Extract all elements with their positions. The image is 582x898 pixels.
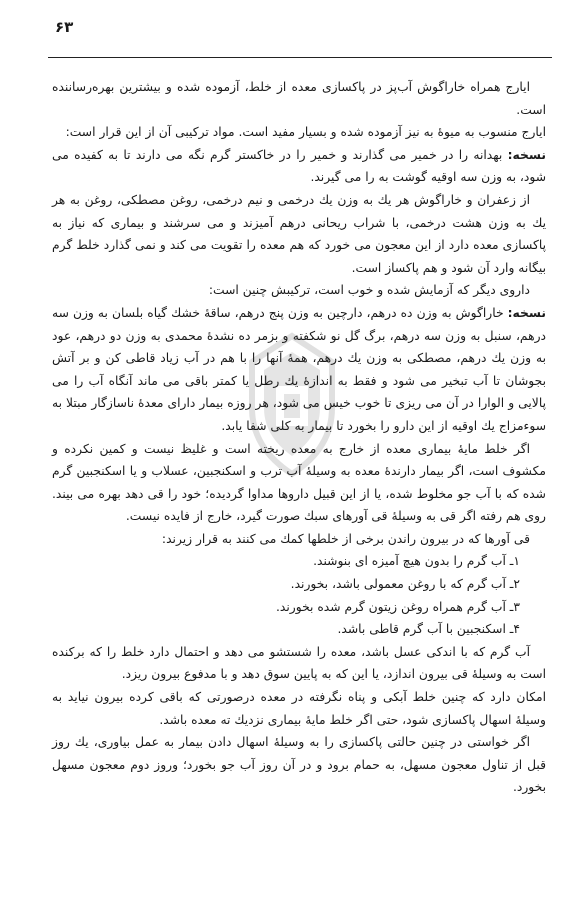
list-item: ۴ـ اسکنجبین با آب گرم قاطی باشد. (337, 622, 520, 637)
recipe-label: نسخه: (507, 147, 546, 162)
paragraph: اگر خلط مایهٔ بیماری معده از خارج به معده ریخته است و غلیظ نیست و کمین نکرده و مکشوف است، اگر بیمار دارندهٔ معده به وسیلهٔ آب ترب و اسکنجبین، عسلاب و یا اسکنجبین گرم شده که با آب جو مخلوط شده، یا از این قبیل داروها مداوا گردیده؛ خود را قی دهد بهره می بیند. روی هم رفته اگر قی به وسیلهٔ قی آورهای سبك صورت گیرد، خارج از فایده نیست. (52, 441, 546, 524)
paragraph: ایارج همراه خاراگوش آب‌پز در پاکسازی معده از خلط، آزموده شده و بیشترین بهره‌رساننده است. (52, 80, 546, 117)
header-rule (48, 57, 552, 58)
page-number: ۶۳ (55, 18, 74, 36)
paragraph: امکان دارد که چنین خلط آبکی و پناه نگرفته در معده درصورتی که باقی کرده بیرون نیاید به وسیلهٔ اسهال پاکسازی شود، حتی اگر خلط مایهٔ بیماری نزدیك ته معده باشد. (52, 690, 546, 727)
paragraph: داروی دیگر که آزمایش شده و خوب است، ترکیبش چنین است: (208, 283, 530, 298)
paragraph: ایارج منسوب به میوهٔ به نیز آزموده شده و بسیار مفید است. مواد ترکیبی آن از این قرار است: (65, 125, 546, 140)
list-item: ۱ـ آب گرم را بدون هیچ آمیزه ای بنوشند. (313, 554, 520, 569)
recipe-label: نسخه: (507, 305, 546, 320)
paragraph: اگر خواستی در چنین حالتی پاکسازی را به وسیلهٔ اسهال دادن بیمار به عمل بیاوری، یك روز قبل از تناول معجون مسهل، به حمام برود و در آن روز آب جو بخورد؛ وروز دوم معجون مسهل بخورد. (52, 735, 546, 795)
paragraph: قی آورها که در بیرون راندن برخی از خلطها کمك می کنند به قرار زیرند: (161, 531, 530, 546)
list-item: ۳ـ آب گرم همراه روغن زیتون گرم شده بخورند. (276, 599, 520, 614)
page-body (52, 76, 546, 799)
paragraph-text: خاراگوش به وزن ده درهم، دارچین به وزن پنج درهم، ساقهٔ خشك گیاه بلسان به وزن سه درهم، سنبل به وزن سه درهم، برگ گل نو شکفته و بزمر ده نشدهٔ محمدی به وزن دو درهم، عود به وزن یك درهم، مصطکی به وزن یك درهم، همهٔ آنها را با هم در آب زیاد قاطی کن و بر آتش بجوشان تا آب تبخیر می شود و فقط به اندازهٔ یك رطل یا کمتر باقی می ماند آنگاه آب را می پالایی و الوارا در آن می ریزی تا خوب خیس می شود، هر روزه بیمار دارای معدهٔ ناسازگار مبتلا به سوءمزاج یك اوقیه از این دارو را بخورد تا بیمار به کلی شفا یابد. (52, 305, 546, 433)
paragraph-text: بهدانه را در خمیر می گذارند و خمیر را در خاکستر گرم نگه می دارند تا به کفیده می شود، به وزن سه اوقیه گوشت به را می گیرند. (52, 147, 546, 185)
list-item: ۲ـ آب گرم که با روغن معمولی باشد، بخورند. (290, 577, 520, 592)
paragraph (52, 302, 546, 438)
paragraph (52, 144, 546, 189)
paragraph: آب گرم که با اندکی عسل باشد، معده را شستشو می دهد و احتمال دارد خلط را که برکنده است به وسیلهٔ قی بیرون اندازد، یا این که به پایین سوق دهد و با مدفوع بیرون ریزد. (52, 644, 546, 682)
paragraph: از زعفران و خاراگوش هر یك به وزن یك درخمی و نیم درخمی، روغن مصطکی، روغن به هر یك به وزن هشت درخمی، با شراب ریحانی درهم آمیزند و می سرشند و بیماری که نیاز به پاکسازی معده دارد از این معجون می خورد که هم معده را تقویت می کند و نمی گذارد خلط گرم بیگانه وارد آن شود و هم پاکساز است. (52, 192, 546, 275)
